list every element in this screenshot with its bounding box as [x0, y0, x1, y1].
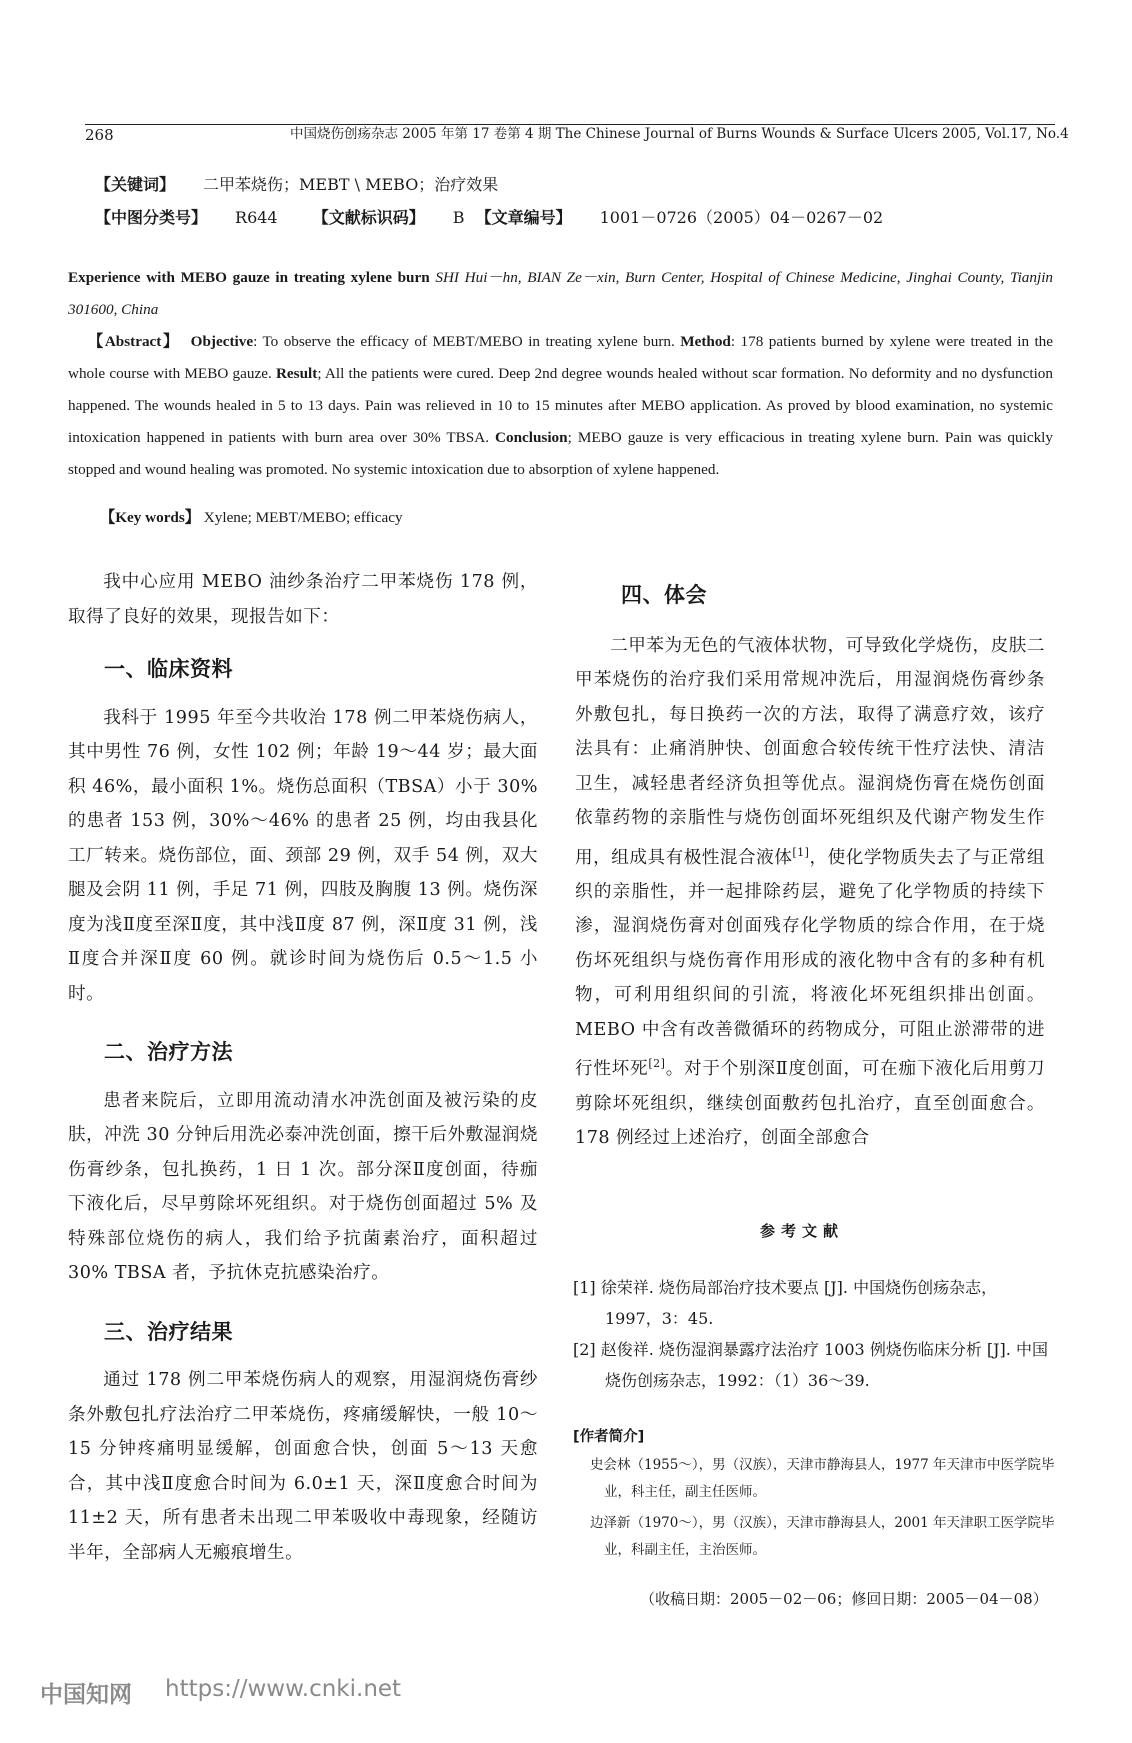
result-label: Result: [275, 365, 318, 382]
discussion-text-c: 。对于个别深Ⅱ度创面，可在痂下液化后用剪刀剪除坏死组织，继续创面敷药包扎治疗，直至创面愈合。178 例经过上述治疗，创面全部愈合: [575, 1059, 1045, 1149]
left-column: [68, 565, 538, 1570]
clc-label: 【中图分类号】: [95, 208, 208, 227]
english-keywords-label: 【Key words】: [100, 509, 200, 526]
references-heading: 参考文献: [760, 1222, 845, 1240]
objective-label: Objective: [190, 333, 254, 350]
clinical-data-paragraph: 我科于 1995 年至今共收治 178 例二甲苯烧伤病人，其中男性 76 例，女性 102 例；年龄 19～44 岁；最大面积 46%，最小面积 1%。烧伤总面积（TBSA）小于 30% 的患者 153 例，30%～46% 的患者 25 例，均由我县化工厂转来。烧伤部位，面、颈部 29 例，双手 54 例，双大腿及会阴 11 例，手足 71 例，四肢及胸腹 13 例。烧伤深度为浅Ⅱ度至深Ⅱ度，其中浅Ⅱ度 87 例，深Ⅱ度 31 例，浅Ⅱ度合并深Ⅱ度 60 例。就诊时间为烧伤后 0.5～1.5 小时。: [68, 707, 538, 1004]
english-authors: SHI Hui－hn, BIAN Ze－xin, Burn Center, Hospital of Chinese Medicine, Jinghai County, Tianjin 301600, China: [68, 269, 1054, 318]
keywords-cn-text: 二甲苯烧伤；MEBT \ MEBO；治疗效果: [203, 175, 499, 194]
english-title-authors: [68, 262, 1053, 326]
doc-code-value: B: [452, 208, 465, 227]
discussion-paragraph: [575, 629, 1045, 1156]
english-abstract: [68, 326, 1053, 486]
section-heading-1: 一、临床资料: [104, 657, 233, 681]
abstract-label: 【Abstract】: [88, 333, 180, 350]
cnki-logo-text: 中国知网: [40, 1682, 132, 1708]
author-info-heading: [作者简介]: [573, 1429, 645, 1445]
clc-value: R644: [235, 208, 278, 227]
classification: [95, 205, 883, 228]
section-heading-2: 二、治疗方法: [104, 1040, 233, 1064]
keywords-cn-label: 【关键词】: [95, 175, 176, 194]
citation-2: [2]: [648, 1057, 666, 1071]
section-heading-3: 三、治疗结果: [104, 1319, 233, 1344]
article-no-value: 1001－0726（2005）04－0267－02: [599, 208, 884, 227]
page-number: 268: [85, 126, 114, 144]
header-rule: [85, 124, 1055, 125]
article-no-label: 【文章编号】: [475, 208, 572, 227]
citation-1: [1]: [792, 845, 810, 859]
doc-code-label: 【文献标识码】: [312, 208, 425, 227]
method-text: : 178 patients burned by xylene were treated in the whole course with MEBO gauze.: [68, 333, 1054, 382]
conclusion-text: ; MEBO gauze is very efficacious in treating xylene burn. Pain was quickly stopped and wound healing was promoted. No systemic intoxication due to absorption of xylene happened.: [68, 429, 1053, 478]
running-title: 中国烧伤创疡杂志 2005 年第 17 卷第 4 期 The Chinese Journal of Burns Wounds & Surface Ulcers 2005, Vol.17, No.4: [290, 126, 1069, 142]
english-keywords-text: Xylene; MEBT/MEBO; efficacy: [199, 509, 403, 526]
method-label: Method: [680, 333, 731, 350]
objective-text: : To observe the efficacy of MEBT/MEBO in treating xylene burn.: [253, 333, 681, 350]
treatment-result-paragraph: 通过 178 例二甲苯烧伤病人的观察，用湿润烧伤膏纱条外敷包扎疗法治疗二甲苯烧伤，疼痛缓解快，一般 10～15 分钟疼痛明显缓解，创面愈合快，创面 5～13 天愈合，其中浅Ⅱ度愈合时间为 6.0±1 天，深Ⅱ度愈合时间为 11±2 天，所有患者未出现二甲苯吸收中毒现象，经随访半年，全部病人无瘢痕增生。: [68, 1370, 538, 1563]
discussion-text-a: 二甲苯为无色的气液体状物，可导致化学烧伤，皮肤二甲苯烧伤的治疗我们采用常规冲洗后，用湿润烧伤膏纱条外敷包扎，每日换药一次的方法，取得了满意疗效，该疗法具有：止痛消肿快、创面愈合较传统干性疗法快、清洁卫生，减轻患者经济负担等优点。湿润烧伤膏在烧伤创面依靠药物的亲脂性与烧伤创面坏死组织及代谢产物发生作用，组成具有极性混合液体: [575, 635, 1045, 868]
reference-item: [1] 徐荣祥. 烧伤局部治疗技术要点 [J]. 中国烧伤创疡杂志，1997，3：45.: [573, 1278, 998, 1328]
author-bio-2: 边泽新（1970～），男（汉族），天津市静海县人，2001 年天津职工医学院毕业，科副主任，主治医师。: [590, 1515, 1055, 1558]
result-text: ; All the patients were cured. Deep 2nd degree wounds healed without scar formation. No deformity and no dysfunction happened. The wounds healed in 5 to 13 days. Pain was relieved in 10 to 15 minutes after MEBO application. As proved by blood examination, no systemic intoxication happened in patients with burn area over 30% TBSA.: [68, 365, 1053, 446]
intro-paragraph: 我中心应用 MEBO 油纱条治疗二甲苯烧伤 178 例，取得了良好的效果，现报告如下：: [68, 572, 538, 627]
english-title: Experience with MEBO gauze in treating xylene burn: [68, 269, 430, 286]
treatment-method-paragraph: 患者来院后，立即用流动清水冲洗创面及被污染的皮肤，冲洗 30 分钟后用洗必泰冲洗创面，擦干后外敷湿润烧伤膏纱条，包扎换药，1 日 1 次。部分深Ⅱ度创面，待痂下液化后，尽早剪除坏死组织。对于烧伤创面超过 5% 及特殊部位烧伤的病人，我们给予抗菌素治疗，面积超过 30% TBSA 者，予抗休克抗感染治疗。: [68, 1090, 538, 1283]
author-bio-1: 史会林（1955～），男（汉族），天津市静海县人，1977 年天津市中医学院毕业，科主任，副主任医师。: [590, 1457, 1055, 1500]
cnki-url[interactable]: https://www.cnki.net: [165, 1676, 402, 1702]
conclusion-label: Conclusion: [495, 429, 568, 446]
keywords-cn: [95, 172, 498, 195]
right-column: [575, 578, 1045, 1156]
english-keywords: [100, 502, 1000, 534]
discussion-text-b: ，使化学物质失去了与正常组织的亲脂性，并一起排除药层，避免了化学物质的持续下渗，湿润烧伤膏对创面残存化学物质的综合作用，在于烧伤坏死组织与烧伤膏作用形成的液化物中含有的多种有机物，可利用组织间的引流，将液化坏死组织排出创面。MEBO 中含有改善微循环的药物成分，可阻止淤滞带的进行性坏死: [575, 847, 1045, 1080]
received-date: （收稿日期：2005－02－06；修回日期：2005－04－08）: [640, 1590, 1048, 1608]
reference-item: [2] 赵俊祥. 烧伤湿润暴露疗法治疗 1003 例烧伤临床分析 [J]. 中国烧伤创疡杂志，1992：（1）36～39.: [573, 1340, 1048, 1390]
section-heading-4: 四、体会: [621, 583, 707, 607]
reference-list: [573, 1272, 1053, 1396]
